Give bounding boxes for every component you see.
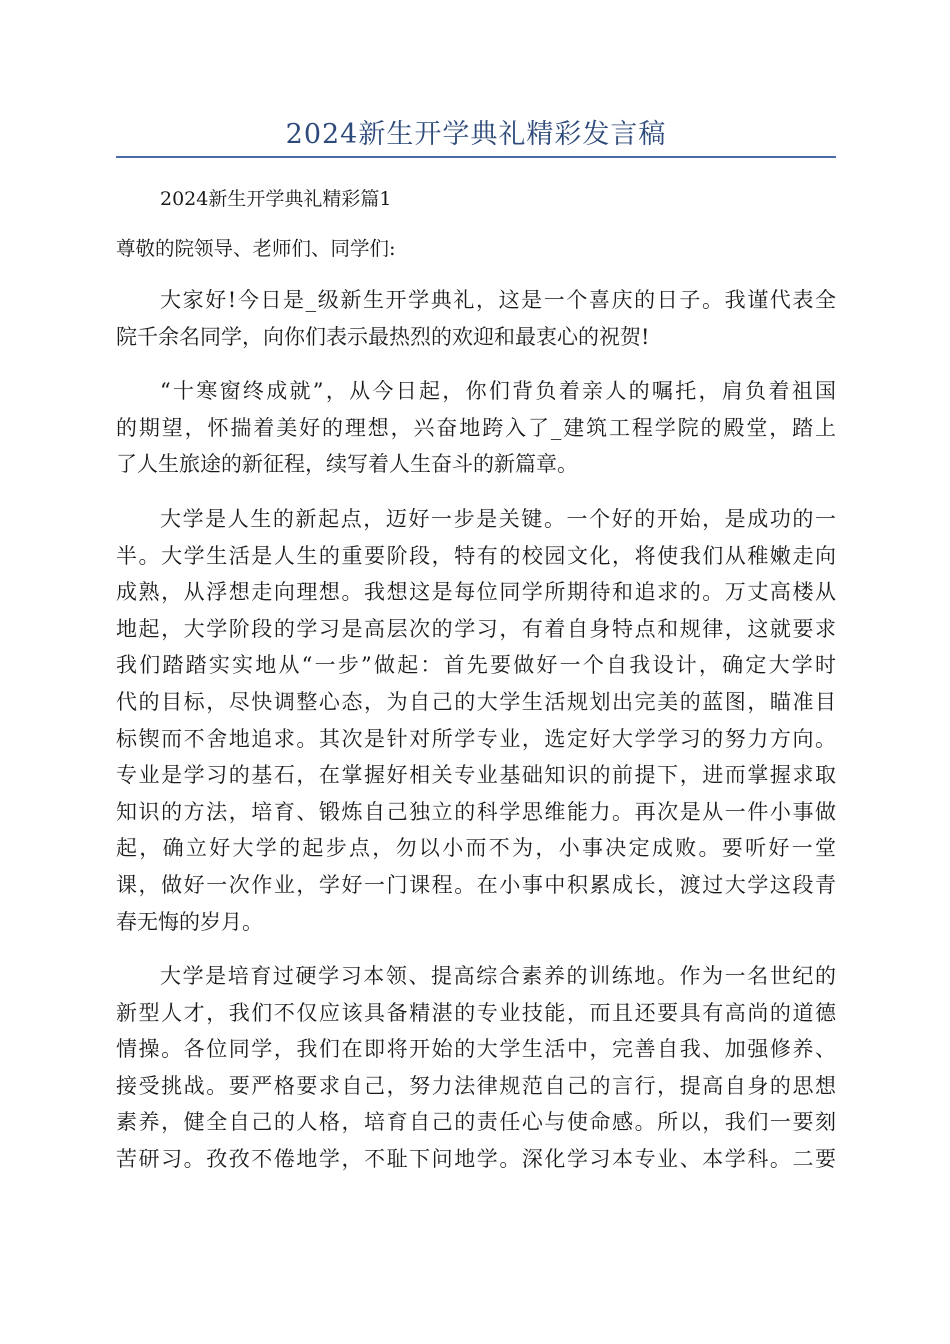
paragraph-line: 院千余名同学，向你们表示最热烈的欢迎和最衷心的祝贺! [116, 324, 650, 349]
paragraph [116, 373, 836, 483]
paragraph-line: 半。大学生活是人生的重要阶段，特有的校园文化，将使我们从稚嫩走向 [116, 543, 836, 568]
paragraph-line: 新型人才，我们不仅应该具备精湛的专业技能，而且还要具有高尚的道德 [116, 1000, 836, 1025]
paragraph-line: 大学是人生的新起点，迈好一步是关键。一个好的开始，是成功的一 [160, 506, 836, 531]
section-subtitle: 2024新生开学典礼精彩篇1 [160, 188, 392, 210]
paragraph-line: 我们踏踏实实地从“一步”做起：首先要做好一个自我设计，确定大学时 [116, 653, 836, 678]
title-divider [116, 156, 836, 158]
paragraph-line: 专业是学习的基石，在掌握好相关专业基础知识的前提下，进而掌握求取 [116, 763, 836, 788]
document-page [116, 0, 836, 1178]
paragraph-line: 知识的方法，培育、锻炼自己独立的科学思维能力。再次是从一件小事做 [116, 799, 836, 824]
paragraph-line: 素养，健全自己的人格，培育自己的责任心与使命感。所以，我们一要刻 [116, 1110, 836, 1135]
paragraph-line: 大学是培育过硬学习本领、提高综合素养的训练地。作为一名世纪的 [160, 964, 836, 989]
paragraph [116, 282, 836, 355]
body-paragraphs [116, 282, 836, 1178]
paragraph-line: 春无悔的岁月。 [116, 909, 263, 934]
paragraph-line: 成熟，从浮想走向理想。我想这是每位同学所期待和追求的。万丈高楼从 [116, 580, 836, 605]
salutation: 尊敬的院领导、老师们、同学们: [116, 237, 396, 260]
paragraph-line: 了人生旅途的新征程，续写着人生奋斗的新篇章。 [116, 452, 578, 477]
paragraph-line: “十寒窗终成就”，从今日起，你们背负着亲人的嘱托，肩负着祖国 [160, 379, 836, 404]
paragraph-line: 情操。各位同学，我们在即将开始的大学生活中，完善自我、加强修养、 [116, 1037, 836, 1062]
paragraph-line: 的期望，怀揣着美好的理想，兴奋地跨入了_建筑工程学院的殿堂，踏上 [116, 415, 836, 440]
paragraph [116, 501, 836, 940]
paragraph-line: 地起，大学阶段的学习是高层次的学习，有着自身特点和规律，这就要求 [116, 616, 836, 641]
paragraph-line: 代的目标，尽快调整心态，为自己的大学生活规划出完美的蓝图，瞄准目 [116, 689, 836, 714]
paragraph [116, 958, 836, 1178]
paragraph-line: 标锲而不舍地追求。其次是针对所学专业，选定好大学学习的努力方向。 [116, 726, 836, 751]
paragraph-line: 大家好!今日是_级新生开学典礼，这是一个喜庆的日子。我谨代表全 [160, 288, 836, 312]
paragraph-line: 接受挑战。要严格要求自己，努力法律规范自己的言行，提高自身的思想 [116, 1073, 836, 1098]
paragraph-line: 课，做好一次作业，学好一门课程。在小事中积累成长，渡过大学这段青 [116, 872, 836, 897]
paragraph-line: 起，确立好大学的起步点，勿以小而不为，小事决定成败。要听好一堂 [116, 836, 836, 861]
paragraph-line: 苦研习。孜孜不倦地学，不耻下问地学。深化学习本专业、本学科。二要 [116, 1147, 836, 1172]
document-title: 2024新生开学典礼精彩发言稿 [285, 119, 667, 150]
